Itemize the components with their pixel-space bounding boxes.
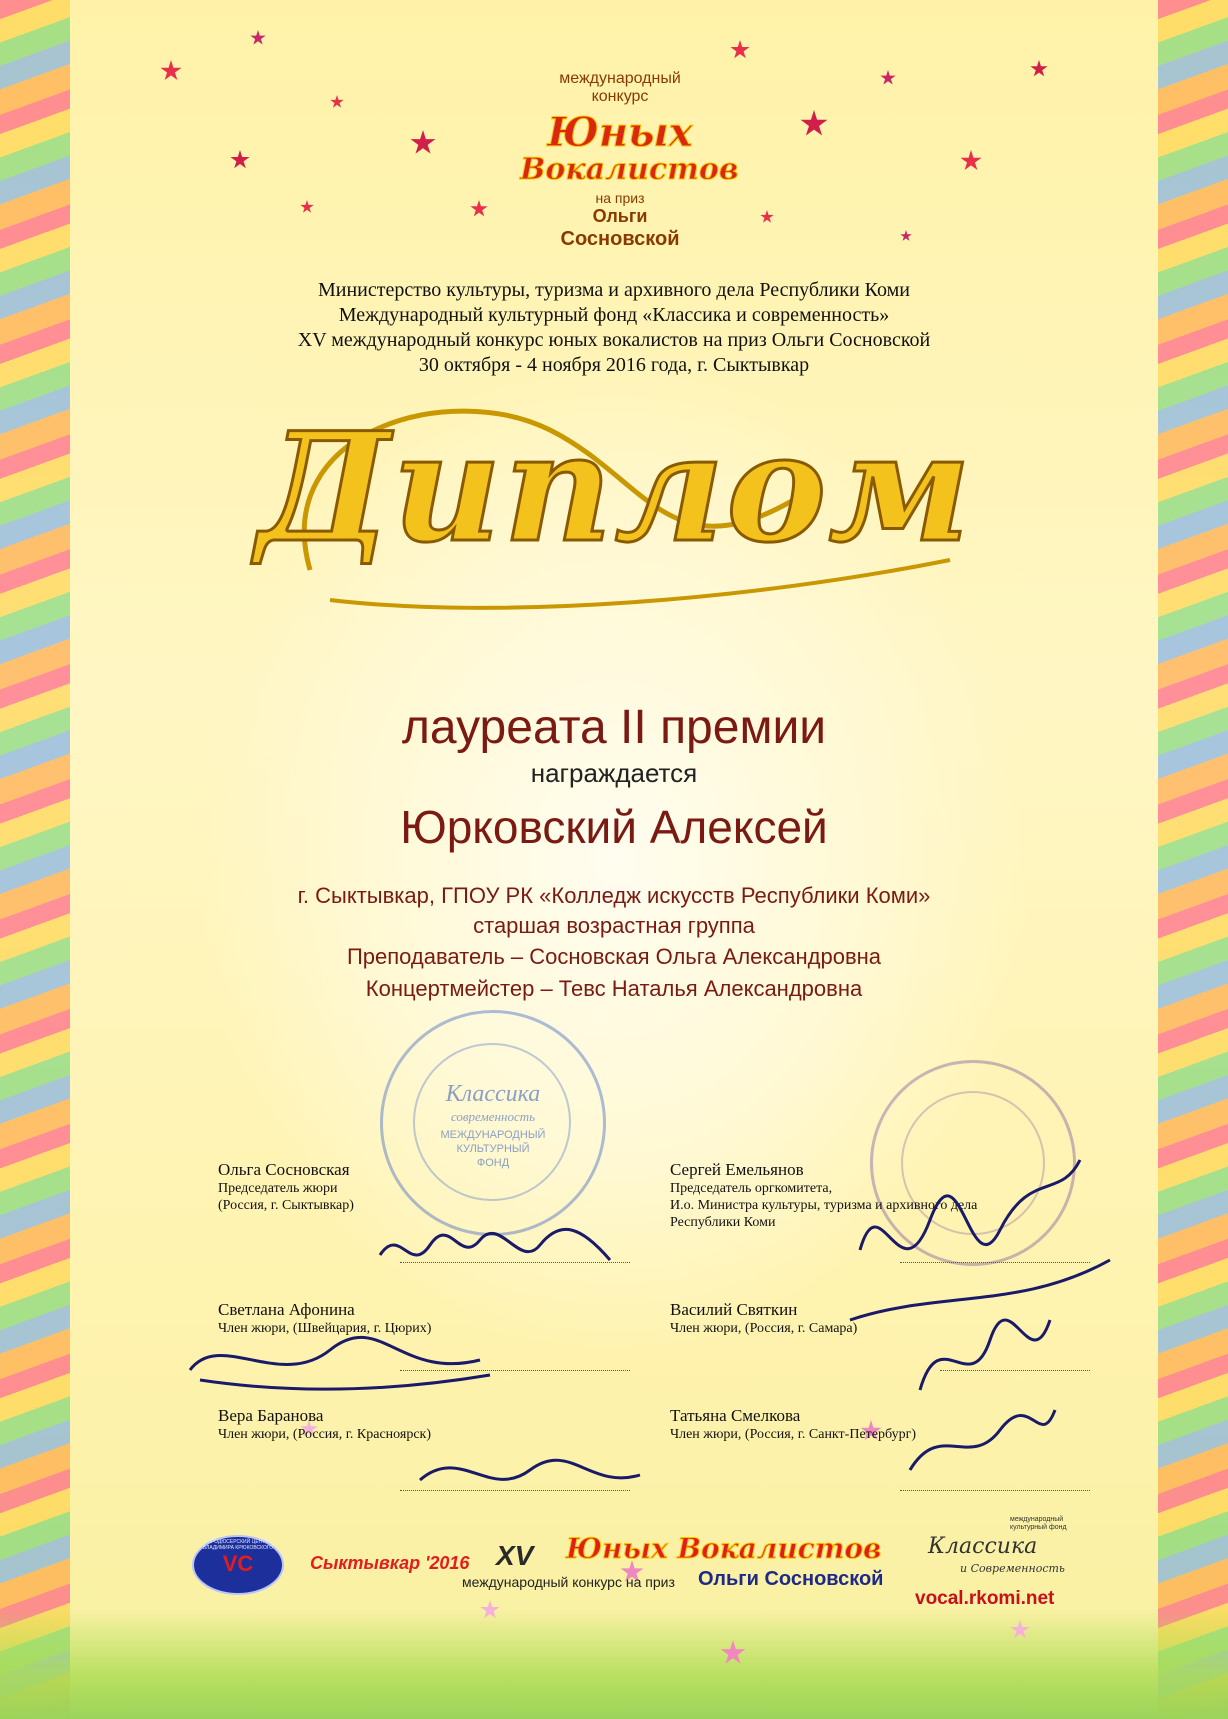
logo-line-sosnovskaya: Сосновской (560, 228, 680, 250)
star-icon (1030, 60, 1048, 78)
signatory-role: Республики Коми (670, 1215, 776, 1230)
signatory-role: Член жюри, (Россия, г. Самара) (670, 1321, 858, 1336)
producer-center-logo (192, 1535, 284, 1595)
stamp-text-modern: современность (450, 1109, 536, 1124)
footer-contest-script: Юных Вокалистов (566, 1532, 882, 1565)
recipient-teacher: Преподаватель – Сосновская Ольга Александровна (346, 944, 882, 969)
star-icon (160, 60, 182, 82)
logo-line-vocalists: Вокалистов (520, 152, 739, 187)
recipient-accompanist: Концертмейстер – Тевс Наталья Александровна (365, 976, 863, 1001)
signatory-name: Сергей Емельянов (670, 1160, 804, 1179)
handwritten-signature-4 (900, 1300, 1060, 1410)
footer-classic-modern: и Современность (960, 1562, 1065, 1575)
star-icon (800, 110, 828, 138)
star-icon (230, 150, 250, 170)
star-icon (900, 230, 912, 242)
diploma-title-block (250, 370, 980, 640)
signatory-name: Василий Святкин (670, 1300, 798, 1319)
diploma-title: Диплом (257, 400, 973, 576)
signatory-role: Председатель оргкомитета, (670, 1181, 833, 1196)
star-icon (470, 200, 488, 218)
star-icon (250, 30, 266, 46)
stamp-text-international: МЕЖДУНАРОДНЫЙ (440, 1129, 546, 1141)
signatory-role: И.о. Министра культуры, туризма и архивного дела (670, 1198, 978, 1213)
header-ministry: Министерство культуры, туризма и архивного дела Республики Коми (317, 279, 910, 301)
awarded-line: награждается (530, 758, 698, 788)
footer-olga-sosnovskaya: Ольги Сосновской (698, 1568, 884, 1590)
signatory-name: Светлана Афонина (218, 1300, 355, 1319)
laureate-line: лауреата II премии (401, 701, 827, 754)
footer-roman-numeral: XV (496, 1540, 534, 1571)
star-icon (880, 70, 896, 86)
logo-line-contest: конкурс (591, 88, 649, 105)
logo-line-prize: на приз (595, 190, 645, 206)
star-icon (300, 200, 314, 214)
handwritten-signature-3 (180, 1320, 500, 1400)
decorative-border-right (1158, 0, 1228, 1719)
footer-classic-tag: международный культурный фонд (1010, 1516, 1067, 1531)
recipient-age-group: старшая возрастная группа (473, 913, 755, 938)
stamp-text-fund: ФОНД (476, 1157, 510, 1169)
header-dates: 30 октября - 4 ноября 2016 года, г. Сыктывкар (418, 354, 810, 376)
signatory-location: (Россия, г. Сыктывкар) (218, 1198, 354, 1213)
header-contest: XV международный конкурс юных вокалистов на приз Ольги Сосновской (297, 329, 931, 351)
signatory-name: Вера Баранова (218, 1406, 324, 1425)
footer-contest-line: международный конкурс на приз (462, 1574, 675, 1590)
star-icon (960, 150, 982, 172)
signatory-baranova (218, 1406, 538, 1443)
signatory-role: Председатель жюри (218, 1181, 338, 1196)
signature-line (900, 1490, 1090, 1491)
signatory-name: Татьяна Смелкова (670, 1406, 801, 1425)
footer-classic-logo: Классика (928, 1534, 1038, 1559)
footer-city-year: Сыктывкар '2016 (310, 1553, 470, 1573)
logo-line-olga: Ольги (592, 206, 648, 226)
producer-center-initials: VC (222, 1551, 254, 1576)
handwritten-signature-6 (900, 1400, 1060, 1490)
star-icon (760, 210, 774, 224)
recipient-institution: г. Сыктывкар, ГПОУ РК «Колледж искусств Республики Коми» (297, 883, 931, 908)
header-foundation: Международный культурный фонд «Классика и современность» (338, 304, 890, 326)
signatory-role: Член жюри, (Россия, г. Санкт-Петербург) (670, 1427, 916, 1442)
star-icon (330, 95, 344, 109)
logo-line-international: международный (559, 70, 681, 87)
handwritten-signature-1 (370, 1215, 630, 1285)
producer-center-ring-text: ПРОДЮСЕРСКИЙ ЦЕНТР ВЛАДИМИРА КРЮКОВСКОГО (202, 1539, 274, 1551)
signatory-name: Ольга Сосновская (218, 1160, 350, 1179)
signatory-role: Член жюри, (Россия, г. Красноярск) (218, 1427, 431, 1442)
logo-line-young: Юных (547, 109, 693, 156)
star-icon (730, 40, 750, 60)
decorative-border-left (0, 0, 70, 1719)
contest-logo (520, 62, 739, 262)
star-icon (410, 130, 436, 156)
signatory-sosnovskaya (218, 1160, 518, 1214)
recipient-name: Юрковский Алексей (400, 801, 828, 853)
signatory-role: Член жюри, (Швейцария, г. Цюрих) (218, 1321, 432, 1336)
stamp-text-classic: Классика (445, 1081, 541, 1107)
stamp-text-cultural: КУЛЬТУРНЫЙ (456, 1143, 530, 1155)
footer-website-link[interactable]: vocal.rkomi.net (915, 1588, 1055, 1609)
handwritten-signature-5 (410, 1440, 650, 1510)
decorative-border-bottom (0, 1609, 1228, 1719)
